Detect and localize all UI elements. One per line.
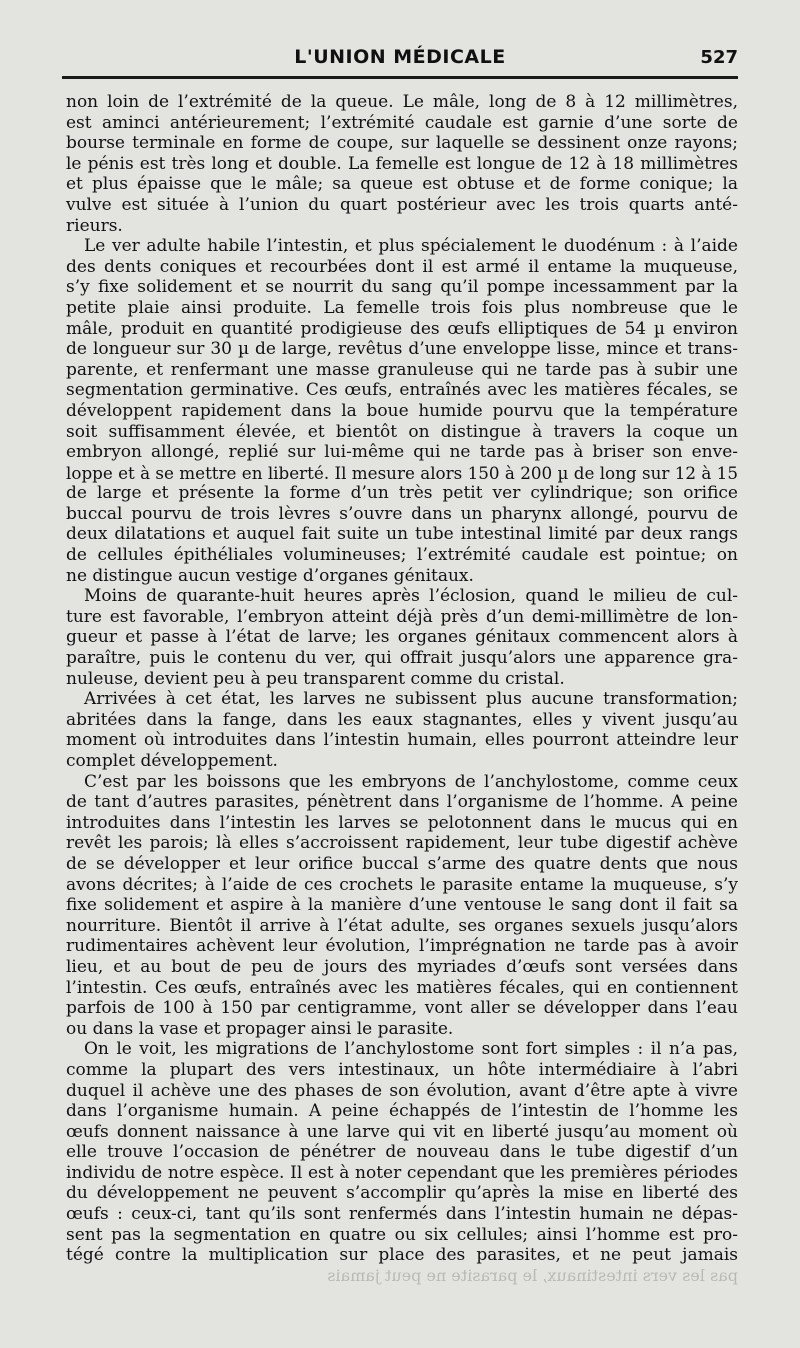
text-line: soit suffisamment élevée, et bientôt on distingue à travers la coque un [66,421,738,442]
text-line: embryon allongé, replié sur lui-même qui ne tarde pas à briser son enve- [66,442,738,463]
text-line: elle trouve l’occasion de pénétrer de nouveau dans le tube digestif d’un [66,1142,738,1163]
text-line: comme la plupart des vers intestinaux, un hôte intermédiaire à l’abri [66,1059,738,1080]
text-line: le pénis est très long et double. La femelle est longue de 12 à 18 millimètres [66,153,738,174]
text-line: rudimentaires achèvent leur évolution, l’imprégnation ne tarde pas à avoir [66,936,738,957]
text-line: sent pas la segmentation en quatre ou six cellules; ainsi l’homme est pro- [66,1224,738,1245]
body-text [66,92,738,1286]
text-line: l’intestin. Ces œufs, entraînés avec les matières fécales, qui en contiennent [66,977,738,998]
text-line: Arrivées à cet état, les larves ne subissent plus aucune transformation; [84,689,738,710]
text-line: de cellules épithéliales volumineuses; l’extrémité caudale est pointue; on [66,545,738,566]
text-line: vulve est située à l’union du quart postérieur avec les trois quarts anté- [66,194,738,215]
page-number: 527 [700,47,738,68]
text-line: des dents coniques et recourbées dont il est armé il entame la muqueuse, [66,256,738,277]
text-line: loppe et à se mettre en liberté. Il mesure alors 150 à 200 µ de long sur 12 à 15 [66,462,738,483]
text-line: deux dilatations et auquel fait suite un tube intestinal limité par deux rangs [66,524,738,545]
text-line: individu de notre espèce. Il est à noter cependant que les premières périodes [66,1162,738,1183]
text-line: de large et présente la forme d’un très petit ver cylindrique; son orifice [66,483,738,504]
text-line: moment où introduites dans l’intestin humain, elles pourront atteindre leur [66,730,738,751]
text-line: nuleuse, devient peu à peu transparent comme du cristal. [66,668,565,689]
text-line: de se développer et leur orifice buccal s’arme des quatre dents que nous [66,853,738,874]
text-line: et plus épaisse que le mâle; sa queue est obtuse et de forme conique; la [66,174,738,195]
text-line: mâle, produit en quantité prodigieuse des œufs elliptiques de 54 µ environ [66,318,738,339]
running-header [0,46,800,76]
text-line: abritées dans la fange, dans les eaux stagnantes, elles y vivent jusqu’au [66,709,738,730]
text-line: lieu, et au bout de peu de jours des myriades d’œufs sont versées dans [66,956,738,977]
text-line: fixe solidement et aspire à la manière d’une ventouse le sang dont il fait sa [66,895,738,916]
text-line: petite plaie ainsi produite. La femelle trois fois plus nombreuse que le [66,297,738,318]
text-line: C’est par les boissons que les embryons de l’anchylostome, comme ceux [84,771,738,792]
journal-title: L'UNION MÉDICALE [294,46,506,68]
text-line: parfois de 100 à 150 par centigramme, vont aller se développer dans l’eau [66,998,738,1019]
text-line: ture est favorable, l’embryon atteint déjà près d’un demi-millimètre de lon- [66,606,738,627]
text-line: œufs donnent naissance à une larve qui vit en liberté jusqu’au moment où [66,1121,738,1142]
text-line: nourriture. Bientôt il arrive à l’état adulte, ses organes sexuels jusqu’alors [66,915,738,936]
text-line: œufs : ceux-ci, tant qu’ils sont renfermés dans l’intestin humain ne dépas- [66,1204,738,1225]
header-rule [62,76,738,79]
text-line: duquel il achève une des phases de son évolution, avant d’être apte à vivre [66,1080,738,1101]
text-line: ou dans la vase et propager ainsi le parasite. [66,1018,454,1039]
text-line: buccal pourvu de trois lèvres s’ouvre dans un pharynx allongé, pourvu de [66,503,738,524]
text-line: Moins de quarante-huit heures après l’éclosion, quand le milieu de cul- [84,586,738,607]
text-line: ne distingue aucun vestige d’organes génitaux. [66,565,474,586]
text-line: est aminci antérieurement; l’extrémité caudale est garnie d’une sorte de [66,112,738,133]
text-line: dans l’organisme humain. A peine échappés de l’intestin de l’homme les [66,1101,738,1122]
text-line: s’y fixe solidement et se nourrit du sang qu’il pompe incessamment par la [66,277,738,298]
text-line: parente, et renfermant une masse granuleuse qui ne tarde pas à subir une [66,359,738,380]
show-through-line: pas les vers intestinaux, le parasite ne peut jamais [327,1265,738,1285]
text-line: rieurs. [66,215,123,236]
text-line: de longueur sur 30 µ de large, revêtus d’une enveloppe lisse, mince et trans- [66,339,738,360]
text-line: introduites dans l’intestin les larves se pelotonnent dans le mucus qui en [66,812,738,833]
text-line: tégé contre la multiplication sur place des parasites, et ne peut jamais [66,1245,738,1266]
text-line: développent rapidement dans la boue humide pourvu que la température [66,400,738,421]
text-line: paraître, puis le contenu du ver, qui offrait jusqu’alors une apparence gra- [66,648,738,669]
text-line: gueur et passe à l’état de larve; les organes génitaux commencent alors à [66,627,738,648]
text-line: revêt les parois; là elles s’accroissent rapidement, leur tube digestif achève [66,833,738,854]
text-line: Le ver adulte habile l’intestin, et plus spécialement le duodénum : à l’aide [84,236,738,257]
text-line: du développement ne peuvent s’accomplir qu’après la mise en liberté des [66,1183,738,1204]
text-line: segmentation germinative. Ces œufs, entraînés avec les matières fécales, se [66,380,738,401]
text-line: de tant d’autres parasites, pénètrent dans l’organisme de l’homme. A peine [66,792,738,813]
text-line: non loin de l’extrémité de la queue. Le mâle, long de 8 à 12 millimètres, [66,92,738,112]
text-line: complet développement. [66,751,278,771]
text-line: On le voit, les migrations de l’anchylostome sont fort simples : il n’a pas, [84,1039,738,1060]
text-line: bourse terminale en forme de coupe, sur laquelle se dessinent onze rayons; [66,133,738,154]
text-line: avons décrites; à l’aide de ces crochets le parasite entame la muqueuse, s’y [66,874,738,895]
